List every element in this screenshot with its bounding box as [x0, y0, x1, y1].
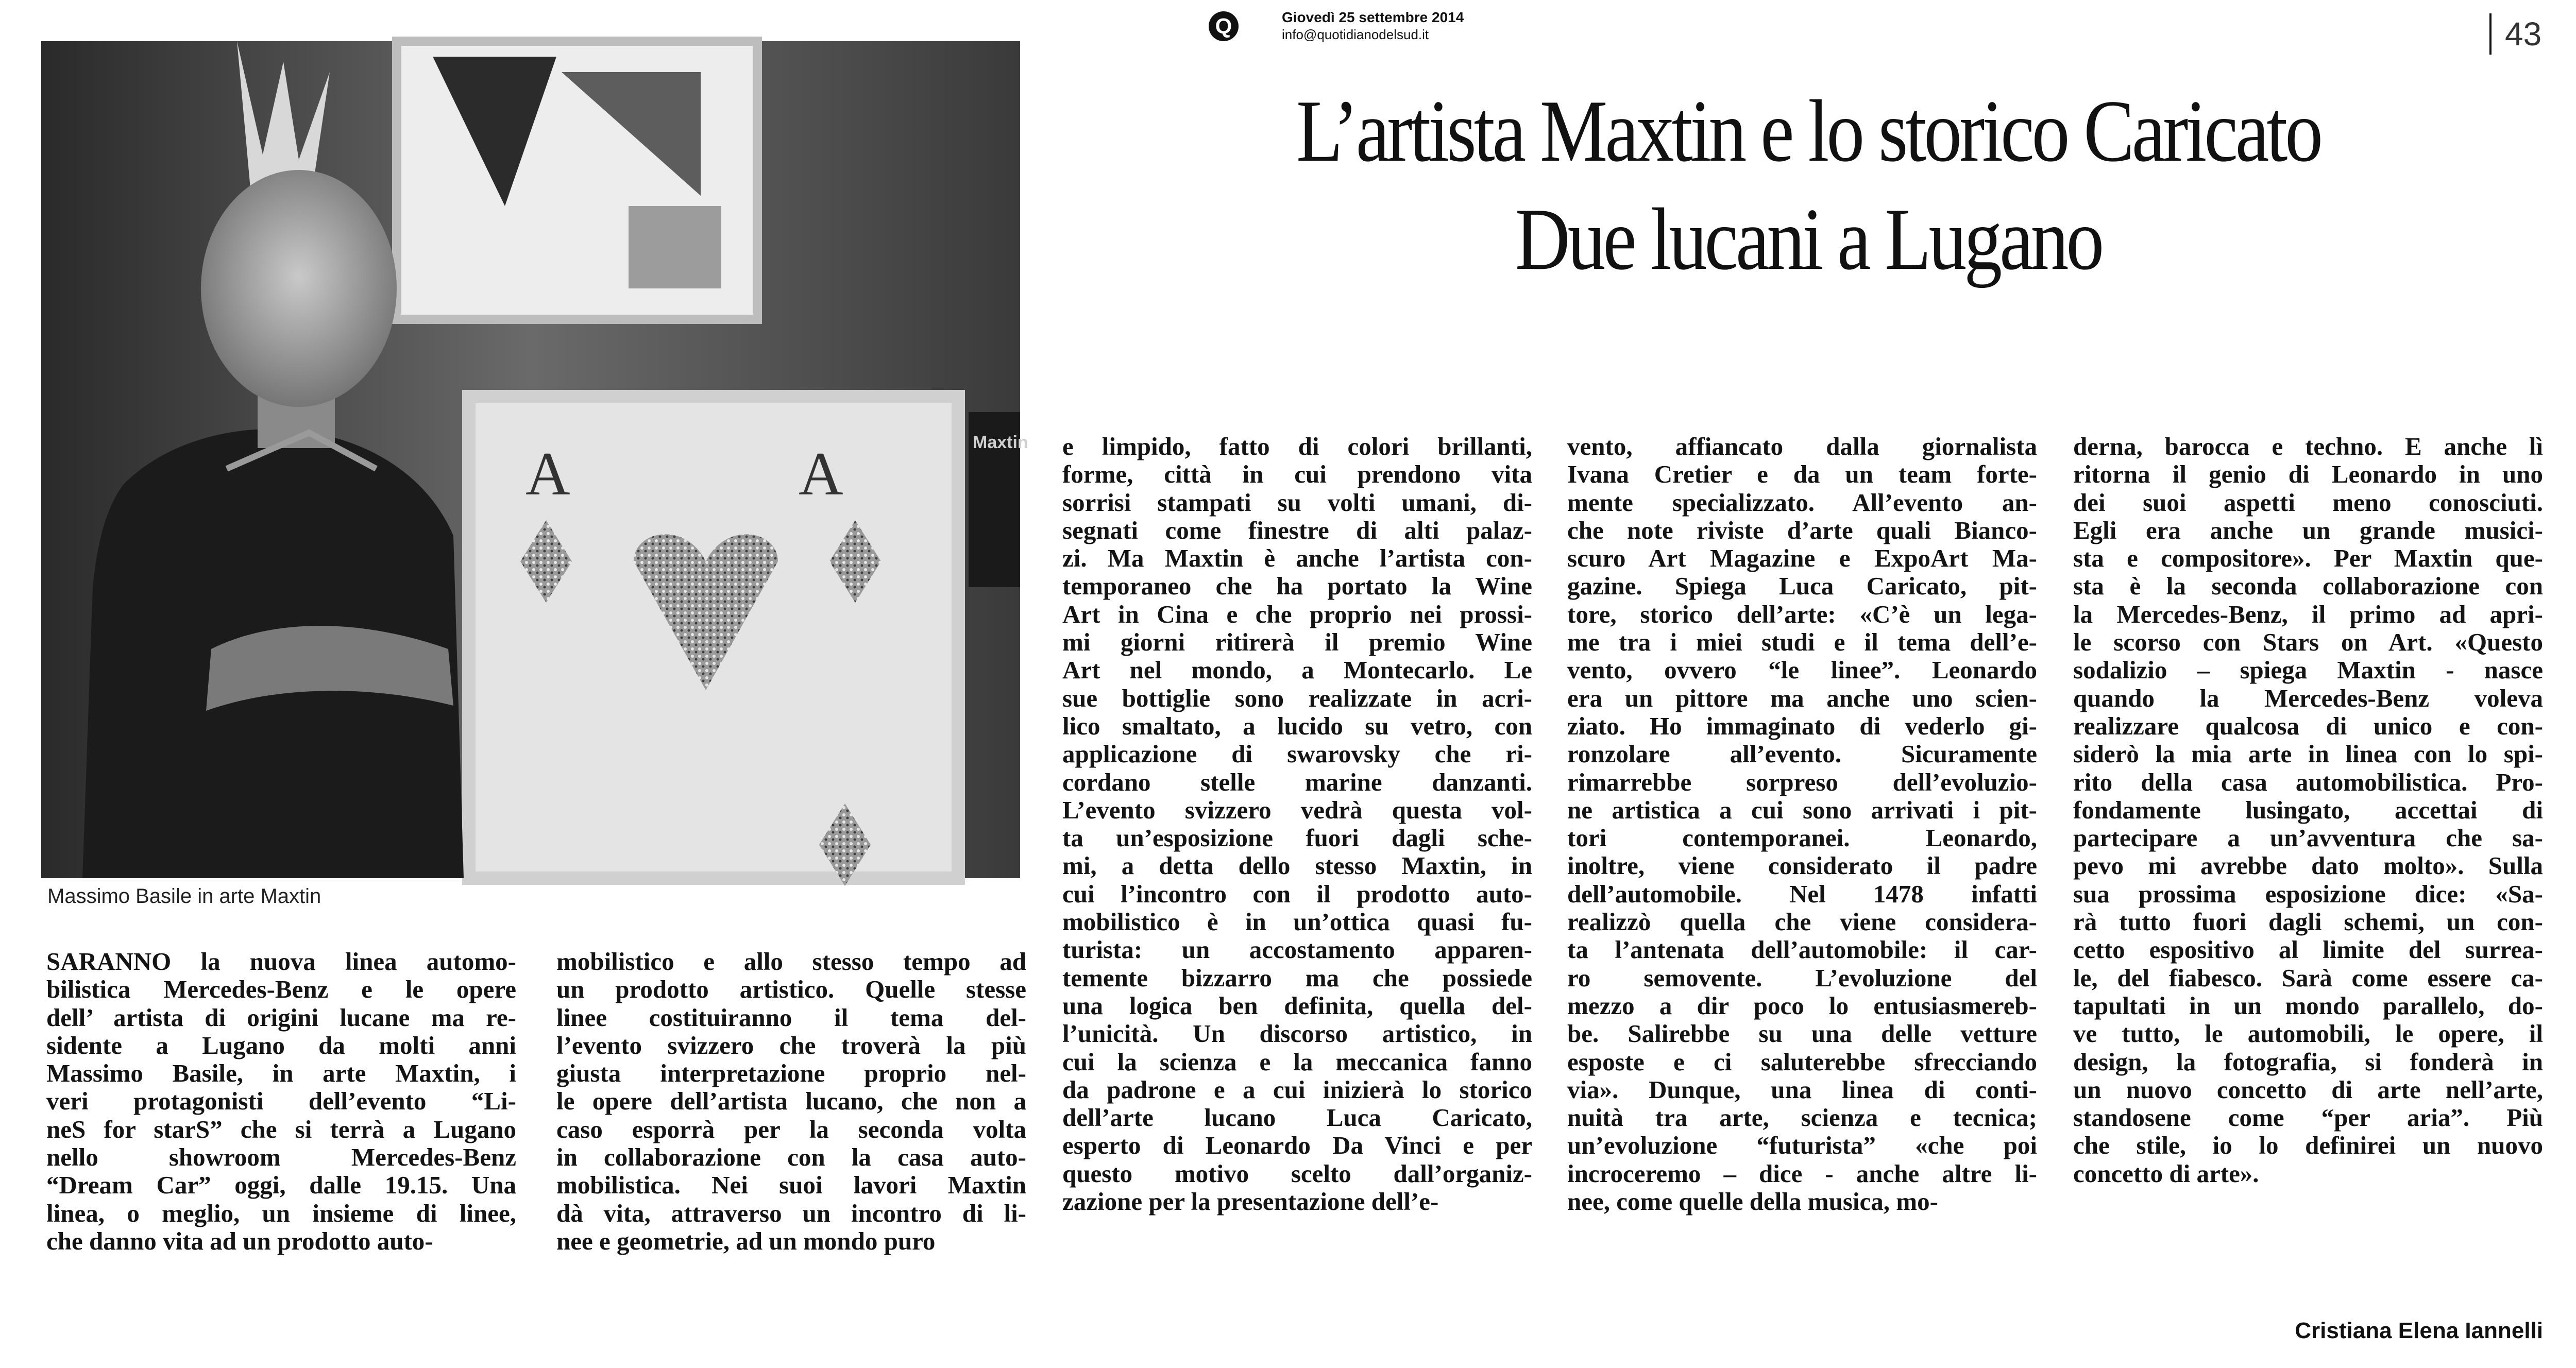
text-line: che note riviste d’arte quali Bianco-: [1567, 516, 2037, 544]
text-line: in collaborazione con la casa auto-: [556, 1143, 1026, 1172]
text-line: tapultati in un mondo parallelo, do-: [2073, 991, 2543, 1020]
text-line: era un pittore ma anche uno scien-: [1567, 683, 2037, 712]
text-line: vento, ovvero “le linee”. Leonardo: [1567, 656, 2037, 685]
text-line: forme, città in cui prendono vita: [1062, 460, 1532, 489]
text-line: un prodotto artistico. Quelle stesse: [556, 975, 1026, 1004]
text-line: SARANNO la nuova linea automo-: [46, 947, 516, 976]
text-line: tori contemporanei. Leonardo,: [1567, 824, 2037, 852]
text-line: “Dream Car” oggi, dalle 19.15. Una: [46, 1171, 516, 1200]
text-line: ritorna il genio di Leonardo in uno: [2073, 460, 2543, 489]
text-line: Massimo Basile, in arte Maxtin, i: [46, 1059, 516, 1088]
text-line: caso esporrà per la seconda volta: [556, 1115, 1026, 1143]
text-line: esposte e ci saluterebbe sfrecciando: [1567, 1047, 2037, 1076]
text-line: cetto espositivo al limite del surrea-: [2073, 935, 2543, 964]
headline-line-1: L’artista Maxtin e lo storico Caricato: [1296, 82, 2320, 180]
text-line: bilistica Mercedes-Benz e le opere: [46, 975, 516, 1004]
text-line: sodalizio – spiega Maxtin - nasce: [2073, 656, 2543, 685]
text-line: ziato. Ho immaginato di vederlo gi-: [1567, 711, 2037, 740]
text-line: gazine. Spiega Luca Caricato, pit-: [1567, 572, 2037, 601]
text-line: sorrisi stampati su volti umani, di-: [1062, 488, 1532, 517]
text-line: l’unicità. Un discorso artistico, in: [1062, 1019, 1532, 1048]
text-line: rito della casa automobilistica. Pro-: [2073, 767, 2543, 796]
text-line: design, la fotografia, si fonderà in: [2073, 1047, 2543, 1076]
text-line: standosene come “per aria”. Più: [2073, 1103, 2543, 1132]
text-line: cui la scienza e la meccanica fanno: [1062, 1047, 1532, 1076]
text-line: dell’arte lucano Luca Caricato,: [1062, 1103, 1532, 1132]
text-line: Ivana Cretier e da un team forte-: [1567, 460, 2037, 489]
text-line: vento, affiancato dalla giornalista: [1567, 432, 2037, 460]
text-line: rimarrebbe sorpreso dell’evoluzio-: [1567, 767, 2037, 796]
article-column-4: [1567, 433, 2037, 1216]
text-line: nuità tra arte, scienza e tecnica;: [1567, 1103, 2037, 1132]
text-line: linea, o meglio, un insieme di linee,: [46, 1199, 516, 1227]
newspaper-logo: Q: [1209, 11, 1239, 41]
text-line: sua prossima esposizione dice: «Sa-: [2073, 879, 2543, 908]
text-line: tore, storico dell’arte: «C’è un lega-: [1567, 600, 2037, 628]
text-line: realizzare qualcosa di unico e con-: [2073, 711, 2543, 740]
article-column-2: [556, 948, 1026, 1255]
text-line: Art nel mondo, a Montecarlo. Le: [1062, 656, 1532, 685]
text-line: giusta interpretazione proprio nel-: [556, 1059, 1026, 1088]
text-line: concetto di arte».: [2073, 1159, 2259, 1188]
text-line: siderò la mia arte in linea con lo spi-: [2073, 740, 2543, 768]
text-line: L’evento svizzero vedrà questa vol-: [1062, 795, 1532, 824]
text-line: rà tutto fuori dagli schemi, un con-: [2073, 908, 2543, 936]
text-line: me tra i miei studi e il tema dell’e-: [1567, 628, 2037, 657]
text-line: ro semovente. L’evoluzione del: [1567, 963, 2037, 992]
text-line: mobilistico è in un’ottica quasi fu-: [1062, 908, 1532, 936]
article-column-1: [46, 948, 516, 1255]
headline-line-2: Due lucani a Lugano: [1515, 191, 2102, 288]
text-line: cui l’incontro con il prodotto auto-: [1062, 879, 1532, 908]
text-line: la Mercedes-Benz, il primo ad apri-: [2073, 600, 2543, 628]
text-line: zazione per la presentazione dell’e-: [1062, 1187, 1439, 1216]
text-line: Art in Cina e che proprio nei prossi-: [1062, 600, 1532, 628]
text-line: mi, a detta dello stesso Maxtin, in: [1062, 851, 1532, 880]
text-line: zi. Ma Maxtin è anche l’artista con-: [1062, 544, 1532, 573]
text-line: applicazione di swarovsky che ri-: [1062, 740, 1532, 768]
text-line: turista: un accostamento apparen-: [1062, 935, 1532, 964]
text-line: sta è la seconda collaborazione con: [2073, 572, 2543, 601]
text-line: nee e geometrie, ad un mondo puro: [556, 1226, 936, 1255]
text-line: questo motivo scelto dall’organiz-: [1062, 1159, 1532, 1188]
text-line: pevo mi avrebbe dato molto». Sulla: [2073, 851, 2543, 880]
text-line: via». Dunque, una linea di conti-: [1567, 1075, 2037, 1104]
text-line: quando la Mercedes-Benz voleva: [2073, 683, 2543, 712]
text-line: Egli era anche un grande musici-: [2073, 516, 2543, 544]
text-line: sidente a Lugano da molti anni: [46, 1031, 516, 1059]
text-line: inoltre, viene considerato il padre: [1567, 851, 2037, 880]
text-line: una logica ben definita, quella del-: [1062, 991, 1532, 1020]
text-line: mezzo a dir poco lo entusiasmereb-: [1567, 991, 2037, 1020]
text-line: be. Salirebbe su una delle vetture: [1567, 1019, 2037, 1048]
text-line: scuro Art Magazine e ExpoArt Ma-: [1567, 544, 2037, 573]
text-line: ne artistica a cui sono arrivati i pit-: [1567, 795, 2037, 824]
text-line: linee costituiranno il tema del-: [556, 1003, 1026, 1032]
card-letter-right: A: [799, 439, 843, 508]
text-line: l’evento svizzero che troverà la più: [556, 1031, 1026, 1059]
photo-caption: Massimo Basile in arte Maxtin: [47, 885, 321, 908]
contact-email: info@quotidianodelsud.it: [1282, 27, 1429, 42]
text-line: nee, come quelle della musica, mo-: [1567, 1187, 1938, 1216]
text-line: le opere dell’artista lucano, che non a: [556, 1087, 1026, 1116]
text-line: le scorso con Stars on Art. «Questo: [2073, 628, 2543, 657]
text-line: ronzolare all’evento. Sicuramente: [1567, 740, 2037, 768]
text-line: derna, barocca e techno. E anche lì: [2073, 432, 2543, 460]
text-line: un nuovo concetto di arte nell’arte,: [2073, 1075, 2543, 1104]
text-line: che stile, io lo definirei un nuovo: [2073, 1131, 2543, 1160]
text-line: da padrone e a cui inizierà lo storico: [1062, 1075, 1532, 1104]
text-line: partecipare a un’avventura che sa-: [2073, 824, 2543, 852]
text-line: dell’ artista di origini lucane ma re-: [46, 1003, 516, 1032]
maxtin-sign: Maxtin: [973, 433, 1028, 452]
text-line: mente specializzato. All’evento an-: [1567, 488, 2037, 517]
text-line: veri protagonisti dell’evento “Li-: [46, 1087, 516, 1116]
article-headline: [1148, 77, 2469, 294]
text-line: neS for starS” che si terrà a Lugano: [46, 1115, 516, 1143]
article-column-3: [1062, 433, 1532, 1216]
text-line: lico smaltato, a lucido su vetro, con: [1062, 711, 1532, 740]
text-line: che danno vita ad un prodotto auto-: [46, 1226, 433, 1255]
page-number-divider: [2489, 13, 2492, 55]
text-line: dei suoi aspetti meno conosciuti.: [2073, 488, 2543, 517]
text-line: realizzò quella che viene considera-: [1567, 908, 2037, 936]
text-line: temporaneo che ha portato la Wine: [1062, 572, 1532, 601]
text-line: mi giorni ritirerà il premio Wine: [1062, 628, 1532, 657]
text-line: mobilistica. Nei suoi lavori Maxtin: [556, 1171, 1026, 1200]
text-line: cordano stelle marine danzanti.: [1062, 767, 1532, 796]
card-letter-left: A: [526, 439, 570, 508]
text-line: le, del fiabesco. Sarà come essere ca-: [2073, 963, 2543, 992]
text-line: e limpido, fatto di colori brillanti,: [1062, 432, 1532, 460]
text-line: incroceremo – dice - anche altre li-: [1567, 1159, 2037, 1188]
text-line: nello showroom Mercedes-Benz: [46, 1143, 516, 1172]
text-line: un’evoluzione “futurista” «che poi: [1567, 1131, 2037, 1160]
page-number: 43: [2505, 15, 2542, 53]
issue-date: Giovedì 25 settembre 2014: [1282, 9, 1464, 25]
text-line: ve tutto, le automobili, le opere, il: [2073, 1019, 2543, 1048]
text-line: fondamente lusingato, accettai di: [2073, 795, 2543, 824]
text-line: esperto di Leonardo Da Vinci e per: [1062, 1131, 1532, 1160]
text-line: segnati come finestre di alti palaz-: [1062, 516, 1532, 544]
text-line: dell’automobile. Nel 1478 infatti: [1567, 879, 2037, 908]
text-line: temente bizzarro ma che possiede: [1062, 963, 1532, 992]
text-line: ta un’esposizione fuori dagli sche-: [1062, 824, 1532, 852]
article-photo: [41, 41, 1028, 878]
text-line: ta l’antenata dell’automobile: il car-: [1567, 935, 2037, 964]
text-line: dà vita, attraverso un incontro di li-: [556, 1199, 1026, 1227]
text-line: mobilistico e allo stesso tempo ad: [556, 947, 1026, 976]
artist-portrait-image: [41, 41, 1028, 878]
text-line: sue bottiglie sono realizzate in acri-: [1062, 683, 1532, 712]
author-byline: Cristiana Elena Iannelli: [2295, 1318, 2543, 1343]
text-line: sta e compositore». Per Maxtin que-: [2073, 544, 2543, 573]
article-column-5: [2073, 433, 2543, 1188]
